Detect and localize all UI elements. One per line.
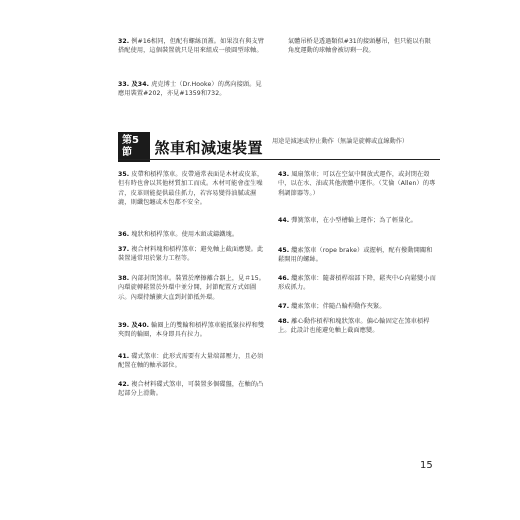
entry-text: 纜索煞車：隨著槓桿端部下降，鬆夾中心向鬆變小而形成抓力。 (278, 275, 436, 292)
entry-number: 46. (278, 275, 290, 282)
entry-number: 43. (278, 171, 290, 178)
entry-45 (278, 246, 436, 265)
entry-text: 輪圈上的雙輪和槓桿煞車能抵緊拉桿和雙夾間的輪圈，本身即具有拉力。 (118, 322, 265, 339)
entry-number: 35. (118, 171, 130, 178)
entry-number: 41. (118, 353, 130, 360)
entry-47 (278, 302, 436, 311)
entry-number: 44. (278, 217, 290, 224)
entry-text: 碟式煞車：此形式需要有大量端部壓力，且必須配置在軸的軸承部位。 (118, 353, 264, 370)
entry-text: 纜索煞車；伴隨凸輪桿動作夾緊。 (291, 303, 386, 310)
entry-text: 風扇煞車；可以在空氣中開放式運作，或封閉在殼中，以在水、油或其他液體中運作。（艾倫（Allen）的專利調節器等。） (278, 171, 436, 197)
entry-number: 33. 及34. (118, 81, 150, 88)
section-description: 用途是減速或停止動作（無論是旋轉或直線動作） (272, 138, 409, 145)
entry-46 (278, 274, 436, 293)
entry-43 (278, 170, 436, 198)
entry-32 (118, 37, 266, 56)
entry-39-40 (118, 321, 268, 340)
entry-number: 38. (118, 275, 130, 282)
entry-text: 例#16相同，但配有螺絲頂蓋。如果沒有與支臂搭配使用，這個裝置就只是用來組成一般圓型球軸。 (118, 38, 265, 55)
entry-number: 47. (278, 303, 290, 310)
entry-number: 32. (118, 38, 130, 45)
entry-number: 48. (278, 318, 290, 325)
entry-text: 纜索煞車（rope brake）或握柄，配有撥動開關和鬆開用的螺絲。 (278, 247, 433, 264)
entry-number: 37. (118, 246, 130, 253)
continued-paragraph: 氣體吊桥是透過類似#31的接頭懸吊，但只能以有限角度運動的球軸會被切剩一段。 (288, 38, 431, 55)
entry-48 (278, 317, 436, 336)
entry-number: 39. 及40. (118, 322, 150, 329)
entry-text: 離心動作槓桿和塊狀煞車。偏心輪固定在煞車槓桿上。此設計也能避免軸上截面應變。 (278, 318, 430, 335)
entry-text: 複合材料塊和槓桿煞車；避免軸上截面應變。此裝置通常用於緊力工程等。 (118, 246, 264, 263)
entry-text: 複合材料碟式煞車，可裝置多個碟盤，在軸的凸起部分上滑動。 (118, 381, 264, 398)
entry-text: 虎克博士（Dr.Hooke）的萬向接頭。見應用裝置#202，亦見#1359和732。 (118, 81, 262, 98)
section-header (118, 136, 263, 158)
entry-37 (118, 245, 268, 264)
entry-42 (118, 380, 268, 399)
entry-44 (278, 216, 436, 225)
section-title: 煞車和減速裝置 (154, 138, 263, 157)
entry-text: 彈簧煞車，在小型槽輪上運作；為了輕量化。 (291, 217, 418, 224)
section-divider (118, 159, 440, 160)
section-badge: 第5節 (118, 132, 150, 162)
entry-number: 42. (118, 381, 130, 388)
entry-38 (118, 274, 268, 302)
entry-text: 皮帶和槓桿煞車。皮帶通常表面是木材或皮革，但有時也會以其他材質加工而成。木材可能會產生噪音，皮革則能提供最佳抓力，若容易變得油膩或濕漉，則纖包纏或木包都不安全。 (118, 171, 264, 207)
entry-36 (118, 230, 268, 239)
entry-33-34 (118, 80, 266, 99)
entry-text: 塊狀和槓桿煞車。使用木頭或鑄鐵塊。 (131, 231, 239, 238)
entry-41 (118, 352, 268, 371)
entry-number: 36. (118, 231, 130, 238)
page-number: 15 (420, 460, 433, 471)
entry-number: 45. (278, 247, 290, 254)
entry-text: 內部封閉煞車。裝置於摩擦離合器上，見＃15。內環旋轉鬆置於外環中並分開，封節配置方式如圖示。內環持續擴大直到封節抵外環。 (118, 275, 266, 301)
entry-35 (118, 170, 268, 208)
